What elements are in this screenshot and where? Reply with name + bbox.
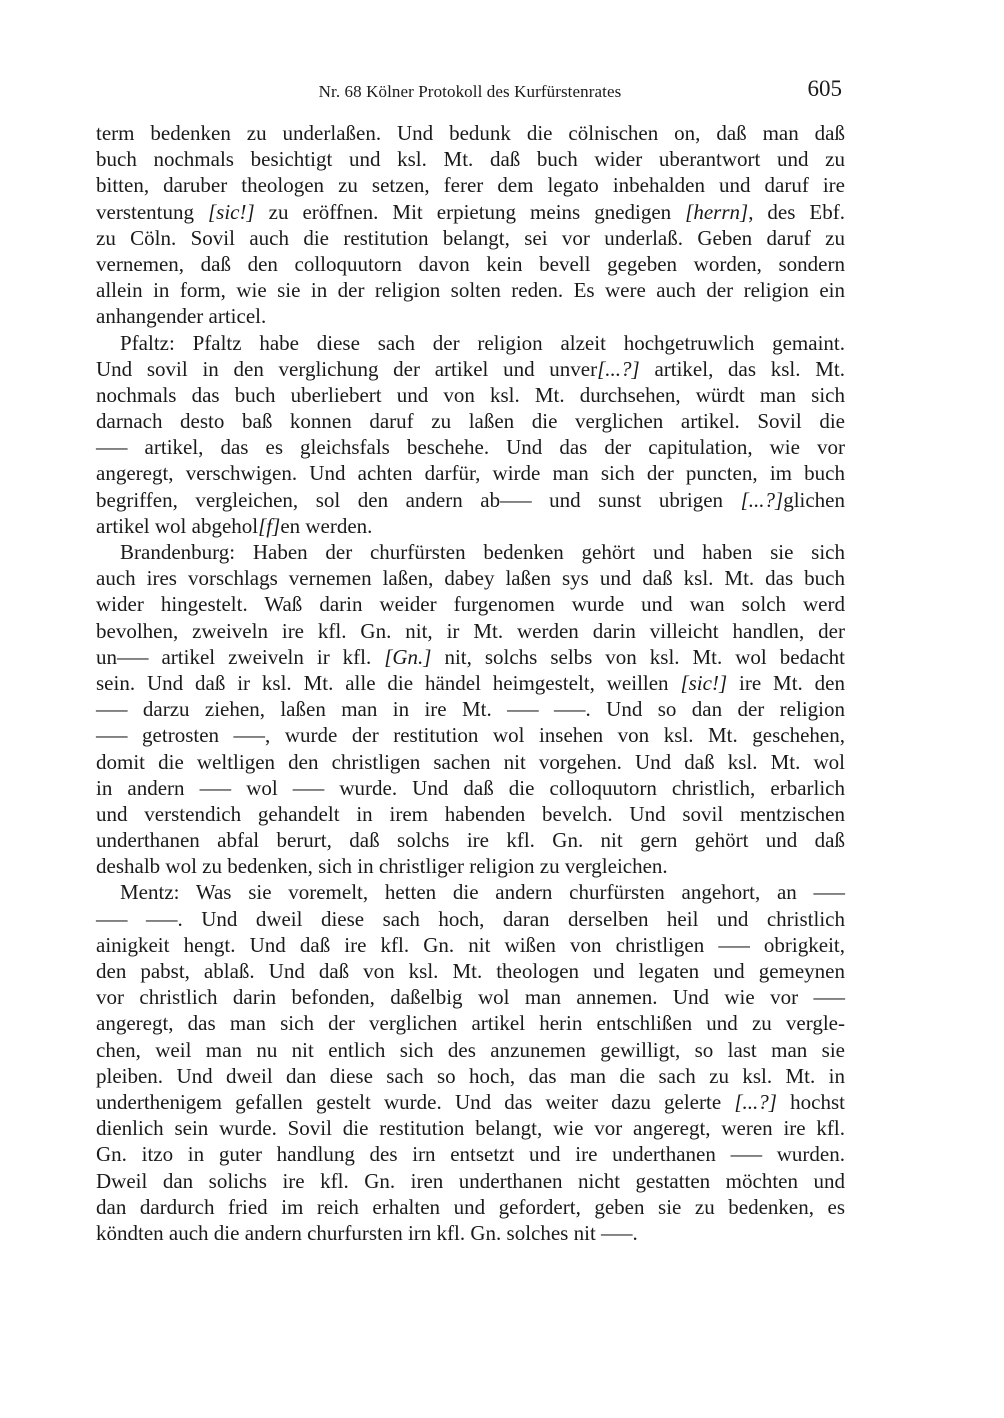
text-segment: angeregt, das man sich der verglichen artikel herin entschlißen und zu vergle- <box>96 1011 845 1036</box>
text-line <box>96 958 845 984</box>
text-line <box>96 1089 845 1115</box>
page-number: 605 <box>807 76 842 101</box>
body-text <box>96 120 845 1246</box>
text-segment: vernemen, daß den colloquutorn davon kein bevell gegeben worden, sondern <box>96 251 845 276</box>
text-line <box>96 513 845 539</box>
text-segment: Pfaltz: Pfaltz habe diese sach der religion alzeit hochgetruwlich gemaint. <box>120 330 845 355</box>
text-segment: nit, solchs selbs von ksl. Mt. wol bedacht <box>431 644 846 669</box>
editorial-note: [...?] <box>597 356 640 381</box>
text-segment: , des Ebf. <box>748 199 845 224</box>
text-line <box>96 1168 845 1194</box>
text-segment: bitten, daruber theologen zu setzen, ferer dem legato inbehalden und daruf ire <box>96 173 845 198</box>
text-line <box>96 775 845 801</box>
running-header <box>0 76 1004 108</box>
text-segment: glichen <box>783 487 845 512</box>
paragraph <box>96 330 845 540</box>
text-segment: hochst <box>776 1089 845 1114</box>
text-segment: sein. Und daß ir ksl. Mt. alle die händel heimgestelt, weillen <box>96 670 681 695</box>
text-segment: auch ires vorschlags vernemen laßen, dabey laßen sys und daß ksl. Mt. das buch <box>96 566 845 591</box>
text-segment: en werden. <box>280 513 373 538</box>
text-segment: Und sovil in den verglichung der artikel und unver <box>96 356 598 381</box>
text-line <box>96 146 845 172</box>
text-line <box>96 120 845 146</box>
text-line <box>96 984 845 1010</box>
text-line <box>96 670 845 696</box>
text-segment: ––– darzu ziehen, laßen man in ire Mt. ––– –––. Und so dan der religion <box>96 697 845 722</box>
text-line <box>96 827 845 853</box>
editorial-note: [sic!] <box>207 199 255 224</box>
text-line <box>96 382 845 408</box>
text-segment: Brandenburg: Haben der churfürsten bedenken gehört und haben sie sich <box>120 540 845 564</box>
text-segment: ––– artikel, das es gleichsfals beschehe. Und das der capitulation, wie vor <box>96 435 845 460</box>
text-segment: anhangender articel. <box>96 304 267 329</box>
text-line <box>96 460 845 486</box>
text-line <box>96 225 845 251</box>
text-line <box>96 618 845 644</box>
text-segment: köndten auch die andern churfursten irn kfl. Gn. solches nit –––. <box>96 1220 638 1245</box>
text-segment: in andern ––– wol ––– wurde. Und daß die colloquutorn christlich, erbarlich <box>96 775 845 800</box>
text-segment: allein in form, wie sie in der religion solten reden. Es were auch der religion ein <box>96 278 845 303</box>
text-line <box>96 1010 845 1036</box>
text-line <box>96 1063 845 1089</box>
editorial-note: [herrn] <box>685 199 749 224</box>
text-segment: ire Mt. den <box>727 670 846 695</box>
text-line <box>96 487 845 513</box>
text-line <box>96 644 845 670</box>
editorial-note: [...?] <box>734 1089 777 1114</box>
text-line <box>96 879 845 905</box>
text-segment: Dweil dan solichs ire kfl. Gn. iren underthanen nicht gestatten möchten und <box>96 1168 845 1193</box>
text-line <box>96 1194 845 1220</box>
text-line <box>96 408 845 434</box>
text-line <box>96 749 845 775</box>
text-segment: dan dardurch fried im reich erhalten und gefordert, geben sie zu bedenken, es <box>96 1194 845 1219</box>
text-segment: ––– –––. Und dweil diese sach hoch, daran derselben heil und christlich <box>96 906 845 931</box>
text-segment: underthanen abfal berurt, daß solchs ire kfl. Gn. nit gern gehört und daß <box>96 828 845 853</box>
text-line <box>96 1115 845 1141</box>
text-segment: vor christlich darin befonden, daßelbig wol man annemen. Und wie vor ––– <box>96 985 845 1010</box>
text-segment: zu Cöln. Sovil auch die restitution belangt, sei vor underlaß. Geben daruf zu <box>96 225 845 250</box>
text-line <box>96 199 845 225</box>
text-line <box>96 1141 845 1167</box>
text-segment: nochmals das buch uberliebert und von ksl. Mt. durchsehen, würdt man sich <box>96 382 845 407</box>
text-segment: bevolhen, zweiveln ire kfl. Gn. nit, ir Mt. werden darin villeicht handlen, der <box>96 618 845 643</box>
text-line <box>96 539 845 565</box>
text-segment: pleiben. Und dweil dan diese sach so hoch, das man die sach zu ksl. Mt. in <box>96 1063 845 1088</box>
text-line <box>96 591 845 617</box>
text-line <box>96 303 845 329</box>
running-title: Nr. 68 Kölner Protokoll des Kurfürstenrates <box>318 82 622 101</box>
text-line <box>96 1220 845 1246</box>
text-segment: ––– getrosten –––, wurde der restitution wol insehen von ksl. Mt. geschehen, <box>96 723 845 748</box>
text-segment: den pabst, ablaß. Und daß von ksl. Mt. theologen und legaten und gemeynen <box>96 959 845 983</box>
text-segment: ainigkeit hengt. Und daß ire kfl. Gn. nit wißen von christligen ––– obrigkeit, <box>96 932 845 957</box>
paragraph <box>96 120 845 330</box>
text-line <box>96 801 845 827</box>
text-segment: darnach desto baß konnen daruf zu laßen die verglichen artikel. Sovil die <box>96 409 845 434</box>
text-segment: un––– artikel zweiveln ir kfl. <box>96 644 385 669</box>
text-segment: chen, weil man nu nit entlich sich des anzunemen gewilligt, so last man sie <box>96 1037 845 1062</box>
editorial-note: [sic!] <box>680 670 728 695</box>
text-segment: begriffen, vergleichen, sol den andern ab––– und sunst ubrigen <box>96 487 741 512</box>
text-segment: domit die weltligen den christligen sachen nit vorgehen. Und daß ksl. Mt. wol <box>96 749 845 774</box>
paragraph <box>96 539 845 879</box>
text-segment: dienlich sein wurde. Sovil die restitution belangt, wie vor angeregt, weren ire kfl. <box>96 1116 845 1141</box>
text-segment: underthenigem gefallen gestelt wurde. Und das weiter dazu gelerte <box>96 1089 735 1114</box>
text-segment: Mentz: Was sie voremelt, hetten die andern churfürsten angehort, an ––– <box>120 880 845 905</box>
text-line <box>96 356 845 382</box>
text-segment: buch nochmals besichtigt und ksl. Mt. daß buch wider uberantwort und zu <box>96 147 845 172</box>
text-segment: artikel wol abgehol <box>96 513 259 538</box>
text-segment: zu eröffnen. Mit erpietung meins gnedigen <box>254 199 686 224</box>
paragraph <box>96 879 845 1246</box>
text-segment: verstentung <box>96 199 208 224</box>
text-line <box>96 932 845 958</box>
text-segment: Gn. itzo in guter handlung des irn entsetzt und ire underthanen ––– wurden. <box>96 1142 845 1167</box>
text-line <box>96 172 845 198</box>
text-segment: deshalb wol zu bedenken, sich in christliger religion zu vergleichen. <box>96 854 668 879</box>
text-line <box>96 696 845 722</box>
text-line <box>96 906 845 932</box>
text-segment: wider hingestelt. Waß darin weider furgenomen wurde und wan solch werd <box>96 592 845 617</box>
text-line <box>96 1037 845 1063</box>
text-line <box>96 853 845 879</box>
editorial-note: [f] <box>258 513 281 538</box>
editorial-note: [...?] <box>740 487 784 512</box>
text-segment: term bedenken zu underlaßen. Und bedunk die cölnischen on, daß man daß <box>96 121 845 145</box>
text-segment: artikel, das ksl. Mt. <box>639 356 845 381</box>
text-line <box>96 434 845 460</box>
text-line <box>96 565 845 591</box>
text-segment: angeregt, verschwigen. Und achten darfür, wirde man sich der puncten, im buch <box>96 461 845 486</box>
text-segment: und verstendich gehandelt in irem habenden bevelch. Und sovil mentzischen <box>96 801 845 826</box>
editorial-note: [Gn.] <box>384 644 432 669</box>
text-line <box>96 722 845 748</box>
text-line <box>96 277 845 303</box>
text-line <box>96 330 845 356</box>
text-line <box>96 251 845 277</box>
